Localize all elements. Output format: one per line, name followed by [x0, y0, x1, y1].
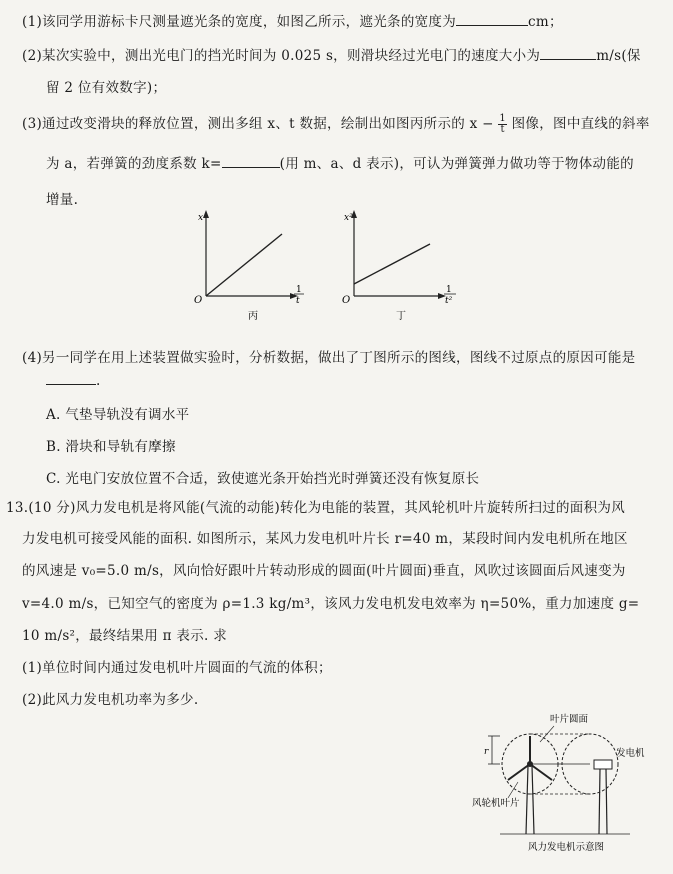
- graph-ding-x-num: 1: [446, 285, 452, 295]
- graphs: [186, 206, 476, 326]
- blade: [530, 764, 552, 780]
- graph-bing-x-num: 1: [296, 285, 302, 295]
- graph-ding-origin: O: [342, 295, 351, 306]
- q12-part1-text: (1)该同学用游标卡尺测量遮光条的宽度，如图乙所示，遮光条的宽度为: [22, 14, 457, 30]
- q12-part2-cont: 留 2 位有效数字)；: [46, 80, 167, 96]
- graph-bing-y-label: x: [198, 213, 204, 223]
- graph-bing-line: [206, 234, 282, 296]
- generator: [594, 760, 612, 769]
- q12-part3-line2: [46, 152, 634, 172]
- label-blade: 风轮机叶片: [472, 798, 520, 809]
- figure-caption: 风力发电机示意图: [528, 842, 605, 853]
- q12-part3: [22, 112, 650, 135]
- q12-part2: [22, 44, 641, 64]
- q13-line5: 10 m/s²，最终结果用 π 表示. 求: [22, 628, 227, 644]
- q12-part2-unit: m/s(保: [596, 48, 641, 64]
- q12-part2-text: (2)某次实验中，测出光电门的挡光时间为 0.025 s，则滑块经过光电门的速度大小为: [22, 48, 541, 64]
- q12-part4-end: .: [96, 373, 101, 389]
- label-r: r: [484, 747, 489, 757]
- q12-part3-hint: (用 m、a、d 表示)，可认为弹簧弹力做功等于物体动能的: [279, 156, 634, 172]
- q13-line2: 力发电机可接受风能的面积. 如图所示，某风力发电机叶片长 r=40 m，某段时间内发电机所在地区: [22, 531, 628, 547]
- option-a: A. 气垫导轨没有调水平: [46, 407, 190, 423]
- fraction-1-over-t: $\frac{1}{t}$: [499, 113, 507, 135]
- q12-part3-text-b: 图像，图中直线的斜率: [511, 116, 650, 132]
- graph-ding: [342, 210, 456, 322]
- blade: [508, 764, 530, 780]
- q12-part1: [22, 10, 563, 30]
- q12-part4-answer: [46, 370, 101, 389]
- q13-sub1: (1)单位时间内通过发电机叶片圆面的气流的体积；: [22, 660, 332, 676]
- option-c: C. 光电门安放位置不合适，致使遮光条开始挡光时弹簧还没有恢复原长: [46, 471, 480, 487]
- q12-part3-line3: 增量.: [46, 192, 79, 208]
- q12-part4: (4)另一同学在用上述装置做实验时，分析数据，做出了丁图所示的图线，图线不过原点的原因可能是: [22, 350, 636, 366]
- q12-part1-unit: cm；: [528, 14, 563, 30]
- graph-ding-line: [354, 244, 430, 284]
- answer-blank[interactable]: [46, 370, 96, 385]
- graph-bing-caption: 丙: [248, 311, 258, 322]
- wind-turbine-diagram: [470, 706, 660, 856]
- answer-blank[interactable]: [456, 11, 528, 26]
- q12-part3-k: 为 a，若弹簧的劲度系数 k=: [46, 156, 222, 172]
- graph-ding-y-label: x²: [344, 213, 353, 223]
- q13-line3: 的风速是 v₀=5.0 m/s，风向恰好跟叶片转动形成的圆面(叶片圆面)垂直，风吹过该圆面后风速变为: [22, 563, 626, 579]
- graph-ding-x-den: t²: [445, 296, 453, 306]
- label-generator: 发电机: [616, 748, 645, 759]
- graph-ding-caption: 丁: [396, 311, 406, 322]
- graph-bing-origin: O: [194, 295, 203, 306]
- answer-blank[interactable]: [222, 153, 280, 168]
- graph-bing: [194, 210, 304, 322]
- answer-blank[interactable]: [540, 45, 596, 60]
- label-disc: 叶片圆面: [550, 714, 589, 725]
- q12-part3-text: (3)通过改变滑块的释放位置，测出多组 x、t 数据，绘制出如图丙所示的 x −: [22, 116, 494, 132]
- option-b: B. 滑块和导轨有摩擦: [46, 439, 176, 455]
- q13-sub2: (2)此风力发电机功率为多少.: [22, 692, 199, 708]
- q13-line4: v=4.0 m/s，已知空气的密度为 ρ=1.3 kg/m³，该风力发电机发电效率为 η=50%，重力加速度 g=: [22, 596, 640, 612]
- q13-line1: 13.(10 分)风力发电机是将风能(气流的动能)转化为电能的装置，其风轮机叶片旋转所扫过的面积为风: [6, 500, 626, 516]
- graph-bing-x-den: t: [296, 296, 300, 306]
